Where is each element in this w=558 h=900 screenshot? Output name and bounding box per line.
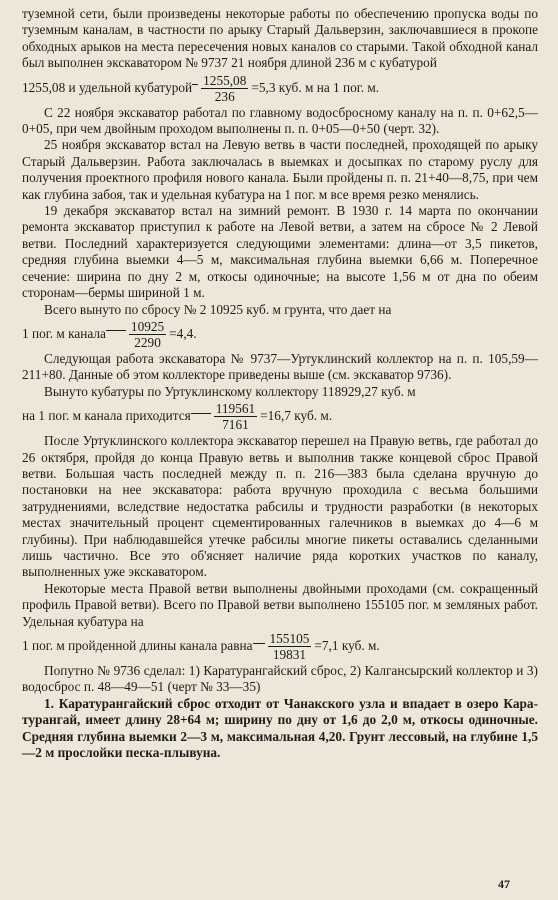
paragraph-6: Следующая работа экскаватора № 9737—Уртуклинский коллектор на п. п. 105,59—211+80. Данные об этом коллекторе приведены выше (см. экскаватор 9736).	[22, 350, 538, 383]
formula-4	[22, 631, 538, 662]
formula-2-tail: =4,4.	[169, 326, 197, 342]
fraction-4-numerator: 155105	[269, 631, 310, 646]
paragraph-1: тузeмной сети, были произведены некоторые работы по обеспечению пропуска воды по туземным каналам, в частности по арыку Старый Дальверзин, заключавшиеся в прокопе обходных арыков на места пересечения новых каналов со старыми. Такой обходной канал был выполнен экскаватором № 9737 21 ноября длиной 236 м с кубатурой	[22, 6, 538, 71]
formula-1	[22, 73, 538, 104]
formula-dash	[192, 83, 198, 85]
fraction-2-numerator: 10925	[130, 318, 165, 334]
formula-1-tail: =5,3 куб. м на 1 пог. м.	[251, 79, 380, 95]
formula-1-lead: 1255,08 и удельной кубатурой	[22, 79, 193, 95]
formula-2-lead: 1 пог. м канала	[22, 326, 106, 342]
fraction-1	[201, 73, 248, 104]
page-number: 47	[498, 876, 510, 891]
fraction-2	[129, 319, 166, 350]
formula-4-lead: 1 пог. м пройденной длины канала равна	[22, 638, 253, 654]
formula-dash	[106, 329, 126, 331]
fraction-1-numerator: 1255,08	[203, 72, 247, 88]
fraction-3-denominator: 7161	[222, 417, 249, 433]
paragraph-2: С 22 ноября экскаватор работал по главному водосбросному каналу на п. п. 0+62,5—0+05, при чем двойным проходом выполнены п. п. 0+05—0+50 (черт. 32).	[22, 104, 538, 137]
formula-3-tail: =16,7 куб. м.	[260, 408, 333, 424]
fraction-2-denominator: 2290	[134, 334, 161, 350]
paragraph-10: Попутно № 9736 сделал: 1) Каратурангайский сброс, 2) Калгансырский коллектор и 3) водосброс п. 48—49—51 (черт № 33—35)	[22, 663, 538, 695]
paragraph-11: 1. Каратурангайский сброс отходит от Чанакского узла и впадает в озеро Кара-турангай, имеет длину 28+64 м; ширину по дну от 1,6 до 2,0 м, откосы одиночные. Средняя глубина выемки 2—3 м, максимальная 4,20. Грунт лессовый, на глубине 1,5—2 м прослойки песка-плывуна.	[22, 695, 538, 761]
formula-dash	[191, 412, 211, 414]
paragraph-9: Некоторые места Правой ветви выполнены двойными проходами (см. сокращенный профиль Правой ветви). Всего по Правой ветви выполнено 155105 пог. м земляных работ. Удельная кубатура на	[22, 580, 538, 629]
formula-4-tail: =7,1 куб. м.	[314, 638, 380, 654]
paragraph-5: Всего вынуто по сбросу № 2 10925 куб. м грунта, что дает на	[44, 301, 392, 317]
formula-2	[22, 319, 538, 350]
formula-3-lead: на 1 пог. м канала приходится	[22, 408, 191, 424]
fraction-3-numerator: 119561	[215, 401, 256, 417]
fraction-3	[214, 401, 257, 432]
paragraph-7: Вынуто кубатуры по Уртуклинскому коллектору 118929,27 куб. м	[44, 383, 416, 399]
fraction-4-denominator: 19831	[272, 647, 307, 662]
paragraph-4: 19 декабря экскаватор встал на зимний ремонт. В 1930 г. 14 марта по окончании ремонта экскаватор приступил к работе на Левой ветви, а затем на сбросе № 2 Левой ветви. Последний характеризуется следующими элементами: длина—от 3,5 пикетов, средняя глубина выемки 4—5 м, максимальная глубина выемки 6,66 м. Поперечное сечение: ширина по дну 2 м, откосы одиночные; на высоте 1,56 м от дна по обеим сторонам—бермы шириной 1 м.	[22, 203, 538, 301]
fraction-4	[268, 631, 312, 662]
paragraph-8: После Уртуклинского коллектора экскаватор перешел на Правую ветвь, где работал до 26 октября, пройдя до конца Правую ветвь и выполнив также концевой сброс Правой ветви. Большая часть последней между п. п. 216—383 была сделана вручную до постановки на нее экскаватора: работа вручную проходила с весьма большими затруднениями, вследствие недостатка рабсилы и трудности разработки (в некоторых местах значительный процент сцементированных галечников в выемках до 4—6 м глубины). При наблюдавшейся утечке рабсилы многие пикеты оставались сделанными лишь частично. Все это об'ясняет наличие ряда коротких участков по каналу, выполненных уже экскаватором.	[22, 433, 538, 580]
formula-3	[22, 401, 538, 432]
paragraph-3: 25 ноября экскаватор встал на Левую ветвь в части последней, проходящей по арыку Старый Дальверзин. Работа заключалась в выемках и досыпках по старому руслу для получения проектного профиля нового канала. Были пройдены п. п. 21+40—8,75, при чем как глубина забоя, так и удельная кубатура на 1 пог. м все время резко менялись.	[22, 137, 538, 202]
formula-dash	[253, 642, 265, 644]
fraction-1-denominator: 236	[214, 88, 235, 104]
